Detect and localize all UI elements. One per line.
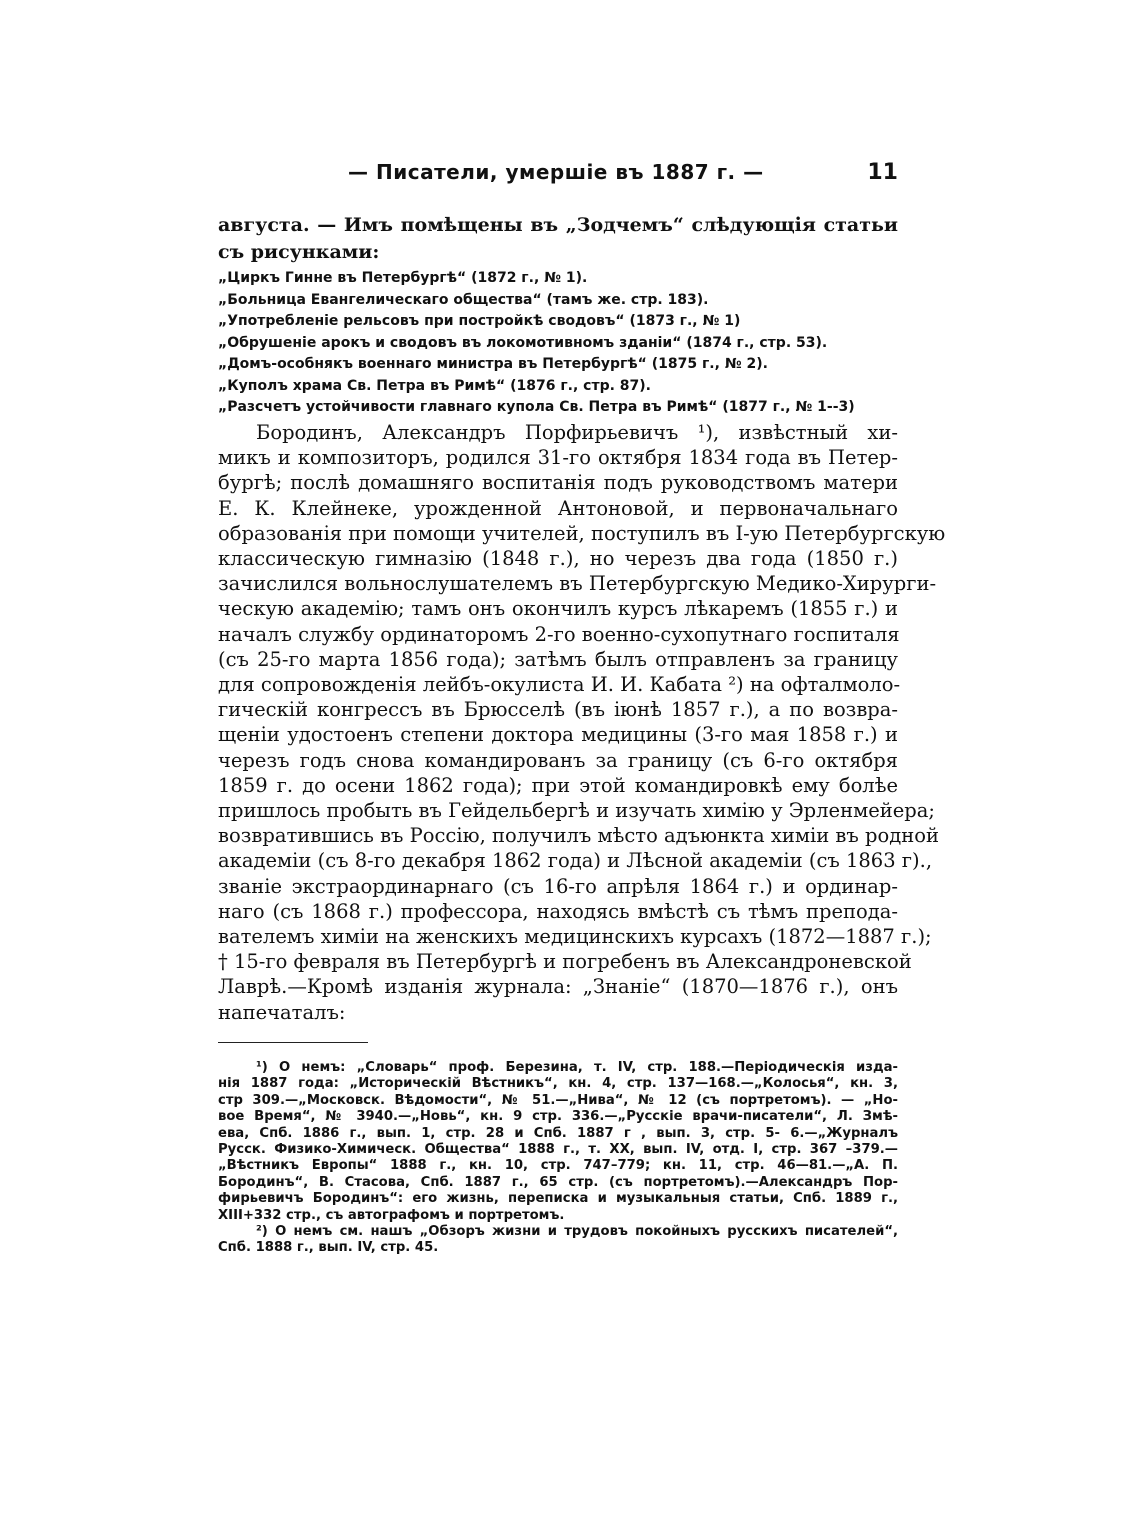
text-line: вателемъ химіи на женскихъ медицинскихъ курсахъ (1872—1887 г.); xyxy=(218,925,932,949)
footnote-line: „Вѣстникъ Европы“ 1888 г., кн. 10, стр. 747–779; кн. 11, стр. 46—81.—„А. П. xyxy=(218,1158,898,1174)
intro-paragraph xyxy=(218,212,898,266)
text-line: академіи (съ 8-го декабря 1862 года) и Лѣсной академіи (съ 1863 г)., xyxy=(218,849,933,873)
text-line: напечаталъ: xyxy=(218,1000,346,1024)
text-line: бургѣ; послѣ домашняго воспитанія подъ руководствомъ матери xyxy=(218,471,898,495)
text-line: наго (съ 1868 г.) профессора, находясь вмѣстѣ съ тѣмъ препода- xyxy=(218,899,898,923)
text-line: гическій конгрессъ въ Брюсселѣ (въ іюнѣ 1857 г.), а по возвра- xyxy=(218,698,898,722)
footnote-line: ¹) О немъ: „Словарь“ проф. Березина, т. IV, стр. 188.—Періодическія изда- xyxy=(256,1060,898,1075)
footnote-line: ева, Спб. 1886 г., вып. 1, стр. 28 и Спб. 1887 г , вып. 3, стр. 5- 6.—„Журналъ xyxy=(218,1125,898,1141)
footnote-line: стр 309.—„Московск. Вѣдомости“, № 51.—„Нива“, № 12 (съ портретомъ). — „Но- xyxy=(218,1092,898,1108)
text-line: черезъ годъ снова командированъ за границу (съ 6-го октября xyxy=(218,748,898,772)
text-line: возвратившись въ Россію, получилъ мѣсто адъюнкта химіи въ родной xyxy=(218,824,939,848)
footnote-line: фирьевичъ Бородинъ“: его жизнь, переписка и музыкальныя статьи, Спб. 1889 г., xyxy=(218,1191,898,1207)
footnote-divider xyxy=(218,1042,368,1043)
footnote-line: Бородинъ“, В. Стасова, Спб. 1887 г., 65 стр. (съ портретомъ).—Александръ Пор- xyxy=(218,1174,898,1190)
article-item: „Обрушеніе арокъ и сводовъ въ локомотивномъ зданіи“ (1874 г., стр. 53). xyxy=(218,334,828,351)
text-line: щеніи удостоенъ степени доктора медицины (3-го мая 1858 г.) и xyxy=(218,723,898,747)
text-line: 1859 г. до осени 1862 года); при этой командировкѣ ему болѣе xyxy=(218,773,898,797)
text-line: Бородинъ, Александръ Порфирьевичъ ¹), извѣстный хи- xyxy=(256,421,898,444)
text-line: микъ и композиторъ, родился 31-го октября 1834 года въ Петер- xyxy=(218,446,898,470)
text-line: началъ службу ординаторомъ 2-го военно-сухопутнаго госпиталя xyxy=(218,622,900,646)
footnote-line: ²) О немъ см. нашъ „Обзоръ жизни и трудовъ покойныхъ русскихъ писателей“, xyxy=(256,1224,898,1240)
article-item: „Домъ-особнякъ военнаго министра въ Петербургѣ“ (1875 г., № 2). xyxy=(218,356,768,372)
text-line: пришлось пробыть въ Гейдельбергѣ и изучать химію у Эрленмейера; xyxy=(218,799,935,823)
text-line: † 15-го февраля въ Петербургѣ и погребенъ въ Александроневской xyxy=(218,950,912,974)
text-line: ческую академію; тамъ онъ окончилъ курсъ лѣкаремъ (1855 г.) и xyxy=(218,597,898,621)
text-line: Лаврѣ.—Кромѣ изданія журнала: „Знаніе“ (1870—1876 г.), онъ xyxy=(218,975,898,999)
article-list xyxy=(218,268,898,419)
text-line: зачислился вольнослушателемъ въ Петербургскую Медико-Хирурги- xyxy=(218,572,937,596)
running-header xyxy=(218,160,898,196)
text-line: (съ 25-го марта 1856 года); затѣмъ былъ отправленъ за границу xyxy=(218,647,898,671)
page-number: 11 xyxy=(867,160,898,185)
running-title: — Писатели, умершіе въ 1887 г. — xyxy=(348,160,764,184)
footnote-line: нія 1887 года: „Историческій Вѣстникъ“, кн. 4, стр. 137—168.—„Колосья“, кн. 3, xyxy=(218,1076,898,1092)
text-line: для сопровожденія лейбъ-окулиста И. И. Кабата ²) на офталмоло- xyxy=(218,673,901,697)
article-item: „Употребленіе рельсовъ при постройкѣ сводовъ“ (1873 г., № 1) xyxy=(218,313,741,329)
footnote-line: XIII+332 стр., съ автографомъ и портретомъ. xyxy=(218,1207,565,1223)
footnotes xyxy=(218,1060,898,1257)
text-line: образованія при помощи учителей, поступилъ въ I-ую Петербургскую xyxy=(218,521,946,545)
text-line: Е. К. Клейнеке, урожденной Антоновой, и первоначальнаго xyxy=(218,496,898,520)
biography-paragraph xyxy=(218,420,946,1025)
footnote-line: вое Время“, № 3940.—„Новь“, кн. 9 стр. 336.—„Русскіе врачи-писатели“, Л. Змѣ- xyxy=(218,1109,898,1125)
article-item: „Куполъ храма Св. Петра въ Римѣ“ (1876 г., стр. 87). xyxy=(218,377,652,394)
article-item: „Разсчетъ устойчивости главнаго купола Св. Петра въ Римѣ“ (1877 г., № 1--3) xyxy=(218,399,855,415)
intro-text: августа. — Имъ помѣщены въ „Зодчемъ“ слѣдующія статьи съ рисунками: xyxy=(218,214,898,263)
text-line: классическую гимназію (1848 г.), но черезъ два года (1850 г.) xyxy=(218,547,898,571)
article-item: „Циркъ Гинне въ Петербургѣ“ (1872 г., № 1). xyxy=(218,270,588,286)
footnote-line: Русск. Физико-Химическ. Общества“ 1888 г., т. XX, вып. IV, отд. I, стр. 367 –379.— xyxy=(218,1142,898,1158)
article-item: „Больница Евангелическаго общества“ (тамъ же. стр. 183). xyxy=(218,291,709,308)
text-line: званіе экстраординарнаго (съ 16-го апрѣля 1864 г.) и ординар- xyxy=(218,874,898,898)
footnote-line: Спб. 1888 г., вып. IV, стр. 45. xyxy=(218,1240,439,1256)
